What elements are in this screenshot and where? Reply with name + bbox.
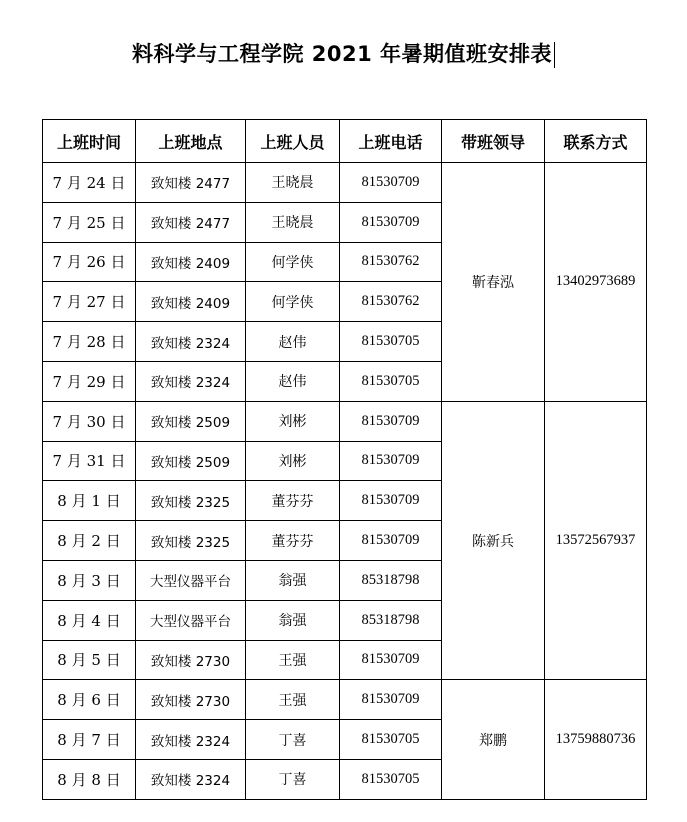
location-cell: 致知楼 2325: [136, 521, 246, 561]
location-cell: 大型仪器平台: [136, 600, 246, 640]
header-staff: 上班人员: [246, 120, 340, 163]
table-row: [43, 401, 647, 441]
staff-cell: 何学侠: [246, 242, 340, 282]
leader-cell: 陈新兵: [442, 401, 545, 680]
date-cell: 8 月 3 日: [43, 560, 136, 600]
phone-cell: 81530709: [340, 521, 442, 561]
staff-cell: 王强: [246, 640, 340, 680]
staff-cell: 何学侠: [246, 282, 340, 322]
header-time: 上班时间: [43, 120, 136, 163]
phone-cell: 81530705: [340, 322, 442, 362]
staff-cell: 赵伟: [246, 322, 340, 362]
staff-cell: 王强: [246, 680, 340, 720]
staff-cell: 丁喜: [246, 759, 340, 799]
location-cell: 致知楼 2324: [136, 720, 246, 760]
header-location: 上班地点: [136, 120, 246, 163]
location-cell: 致知楼 2509: [136, 401, 246, 441]
phone-cell: 81530709: [340, 441, 442, 481]
phone-cell: 81530705: [340, 759, 442, 799]
location-cell: 致知楼 2324: [136, 361, 246, 401]
location-cell: 致知楼 2409: [136, 282, 246, 322]
contact-cell: 13402973689: [545, 163, 647, 402]
phone-cell: 81530709: [340, 680, 442, 720]
date-cell: 7 月 28 日: [43, 322, 136, 362]
table-row: [43, 680, 647, 720]
phone-cell: 81530762: [340, 282, 442, 322]
date-cell: 7 月 26 日: [43, 242, 136, 282]
date-cell: 7 月 30 日: [43, 401, 136, 441]
phone-cell: 85318798: [340, 600, 442, 640]
page-title: [0, 38, 687, 68]
staff-cell: 刘彬: [246, 401, 340, 441]
location-cell: 致知楼 2324: [136, 322, 246, 362]
duty-schedule-table: [42, 119, 647, 800]
date-cell: 8 月 2 日: [43, 521, 136, 561]
date-cell: 7 月 29 日: [43, 361, 136, 401]
date-cell: 8 月 8 日: [43, 759, 136, 799]
date-cell: 7 月 25 日: [43, 202, 136, 242]
date-cell: 8 月 5 日: [43, 640, 136, 680]
date-cell: 7 月 24 日: [43, 163, 136, 203]
location-cell: 致知楼 2509: [136, 441, 246, 481]
contact-cell: 13759880736: [545, 680, 647, 799]
location-cell: 致知楼 2409: [136, 242, 246, 282]
title-text: 料科学与工程学院 2021 年暑期值班安排表: [131, 42, 553, 66]
date-cell: 7 月 27 日: [43, 282, 136, 322]
phone-cell: 81530709: [340, 202, 442, 242]
staff-cell: 翁强: [246, 560, 340, 600]
table-row: [43, 163, 647, 203]
phone-cell: 81530705: [340, 720, 442, 760]
contact-cell: 13572567937: [545, 401, 647, 680]
staff-cell: 刘彬: [246, 441, 340, 481]
staff-cell: 翁强: [246, 600, 340, 640]
location-cell: 致知楼 2325: [136, 481, 246, 521]
header-phone: 上班电话: [340, 120, 442, 163]
staff-cell: 赵伟: [246, 361, 340, 401]
date-cell: 8 月 7 日: [43, 720, 136, 760]
staff-cell: 董芬芬: [246, 481, 340, 521]
date-cell: 8 月 1 日: [43, 481, 136, 521]
phone-cell: 81530709: [340, 401, 442, 441]
phone-cell: 81530705: [340, 361, 442, 401]
phone-cell: 81530762: [340, 242, 442, 282]
header-row: [43, 120, 647, 163]
location-cell: 致知楼 2477: [136, 202, 246, 242]
text-cursor: [554, 42, 555, 68]
staff-cell: 董芬芬: [246, 521, 340, 561]
location-cell: 致知楼 2324: [136, 759, 246, 799]
staff-cell: 王晓晨: [246, 202, 340, 242]
date-cell: 8 月 6 日: [43, 680, 136, 720]
date-cell: 7 月 31 日: [43, 441, 136, 481]
location-cell: 大型仪器平台: [136, 560, 246, 600]
phone-cell: 85318798: [340, 560, 442, 600]
phone-cell: 81530709: [340, 163, 442, 203]
location-cell: 致知楼 2730: [136, 680, 246, 720]
header-contact: 联系方式: [545, 120, 647, 163]
staff-cell: 丁喜: [246, 720, 340, 760]
leader-cell: 靳春泓: [442, 163, 545, 402]
location-cell: 致知楼 2477: [136, 163, 246, 203]
leader-cell: 郑鹏: [442, 680, 545, 799]
date-cell: 8 月 4 日: [43, 600, 136, 640]
staff-cell: 王晓晨: [246, 163, 340, 203]
header-leader: 带班领导: [442, 120, 545, 163]
phone-cell: 81530709: [340, 481, 442, 521]
phone-cell: 81530709: [340, 640, 442, 680]
location-cell: 致知楼 2730: [136, 640, 246, 680]
